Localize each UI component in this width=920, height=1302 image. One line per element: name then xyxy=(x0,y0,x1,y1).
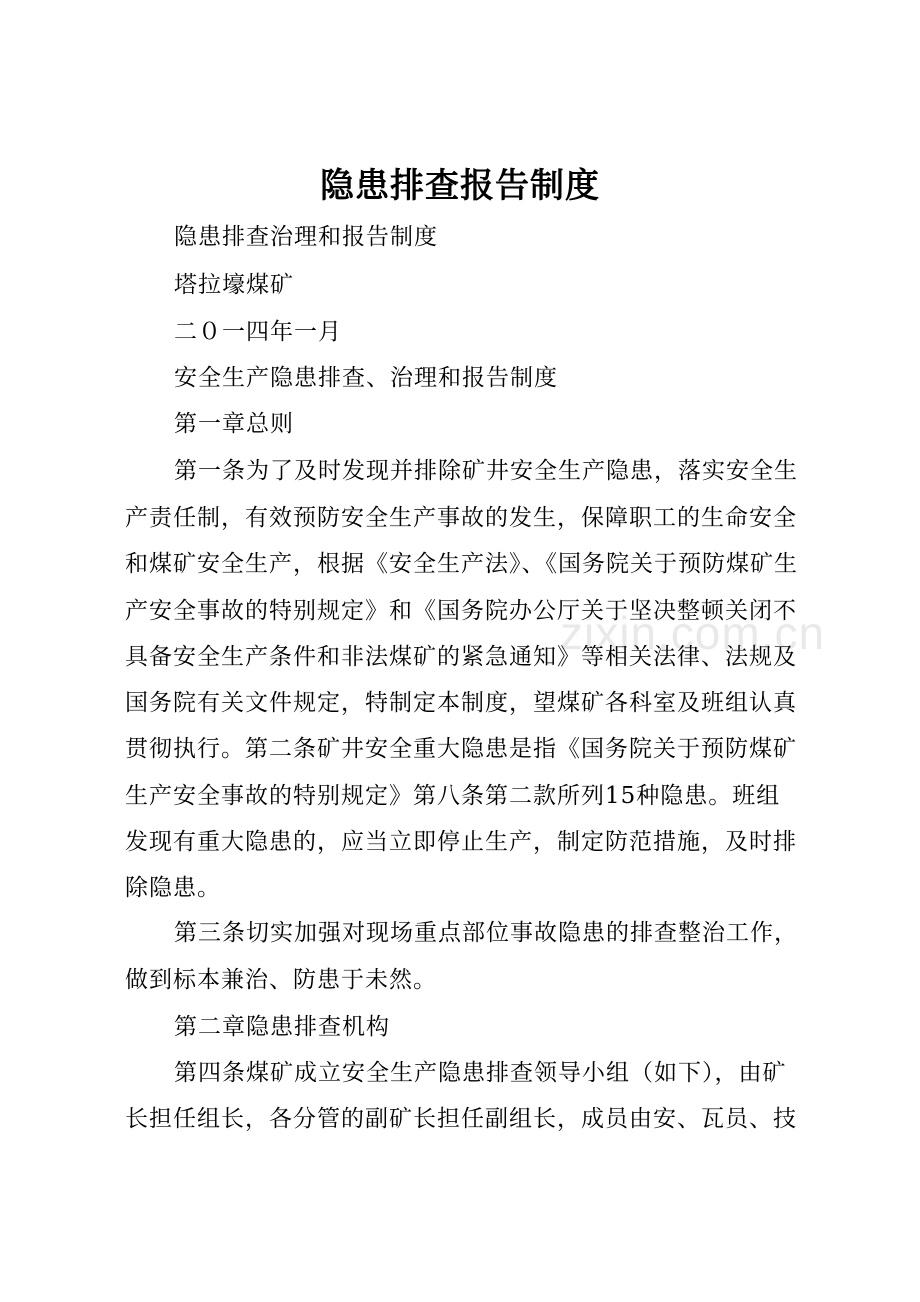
subtitle-line: 隐患排查治理和报告制度 xyxy=(174,224,438,250)
section-title-line: 安全生产隐患排查、治理和报告制度 xyxy=(174,365,558,391)
paragraph-line: 和煤矿安全生产，根据《安全生产法》、《国务院关于预防煤矿生 xyxy=(125,551,798,577)
paragraph-line: 第四条煤矿成立安全生产隐患排查领导小组（如下），由矿 xyxy=(174,1060,787,1086)
paragraph-line: 第三条切实加强对现场重点部位事故隐患的排查整治工作， xyxy=(174,920,798,946)
paragraph-line: 具备安全生产条件和非法煤矿的紧急通知》等相关法律、法规及 xyxy=(125,644,797,670)
watermark: zixin.com.cn xyxy=(560,607,826,659)
paragraph-line: 国务院有关文件规定，特制定本制度，望煤矿各科室及班组认真 xyxy=(125,690,797,716)
paragraph-line: 长担任组长，各分管的副矿长担任副组长，成员由安、瓦员、技 xyxy=(125,1106,797,1132)
document-title: 隐患排查报告制度 xyxy=(320,166,600,206)
paragraph-line: 第一条为了及时发现并排除矿井安全生产隐患，落实安全生 xyxy=(174,458,798,484)
paragraph-line: 产安全事故的特别规定》和《国务院办公厅关于坚决整顿关闭不 xyxy=(125,598,797,624)
paragraph-line: 除隐患。 xyxy=(125,875,221,901)
paragraph-line: 产责任制，有效预防安全生产事故的发生，保障职工的生命安全 xyxy=(125,505,797,531)
paragraph-line: 发现有重大隐患的，应当立即停止生产，制定防范措施，及时排 xyxy=(125,829,797,855)
paragraph-line: 做到标本兼治、防患于未然。 xyxy=(125,967,437,993)
paragraph-line: 贯彻执行。第二条矿井安全重大隐患是指《国务院关于预防煤矿 xyxy=(125,736,797,762)
chapter-heading: 第一章总则 xyxy=(174,411,294,437)
date-line: 二０一四年一月 xyxy=(174,319,342,345)
chapter-heading: 第二章隐患排查机构 xyxy=(174,1014,390,1040)
paragraph-line: 生产安全事故的特别规定》第八条第二款所列15种隐患。班组 xyxy=(125,783,781,809)
organization-line: 塔拉壕煤矿 xyxy=(174,272,294,298)
